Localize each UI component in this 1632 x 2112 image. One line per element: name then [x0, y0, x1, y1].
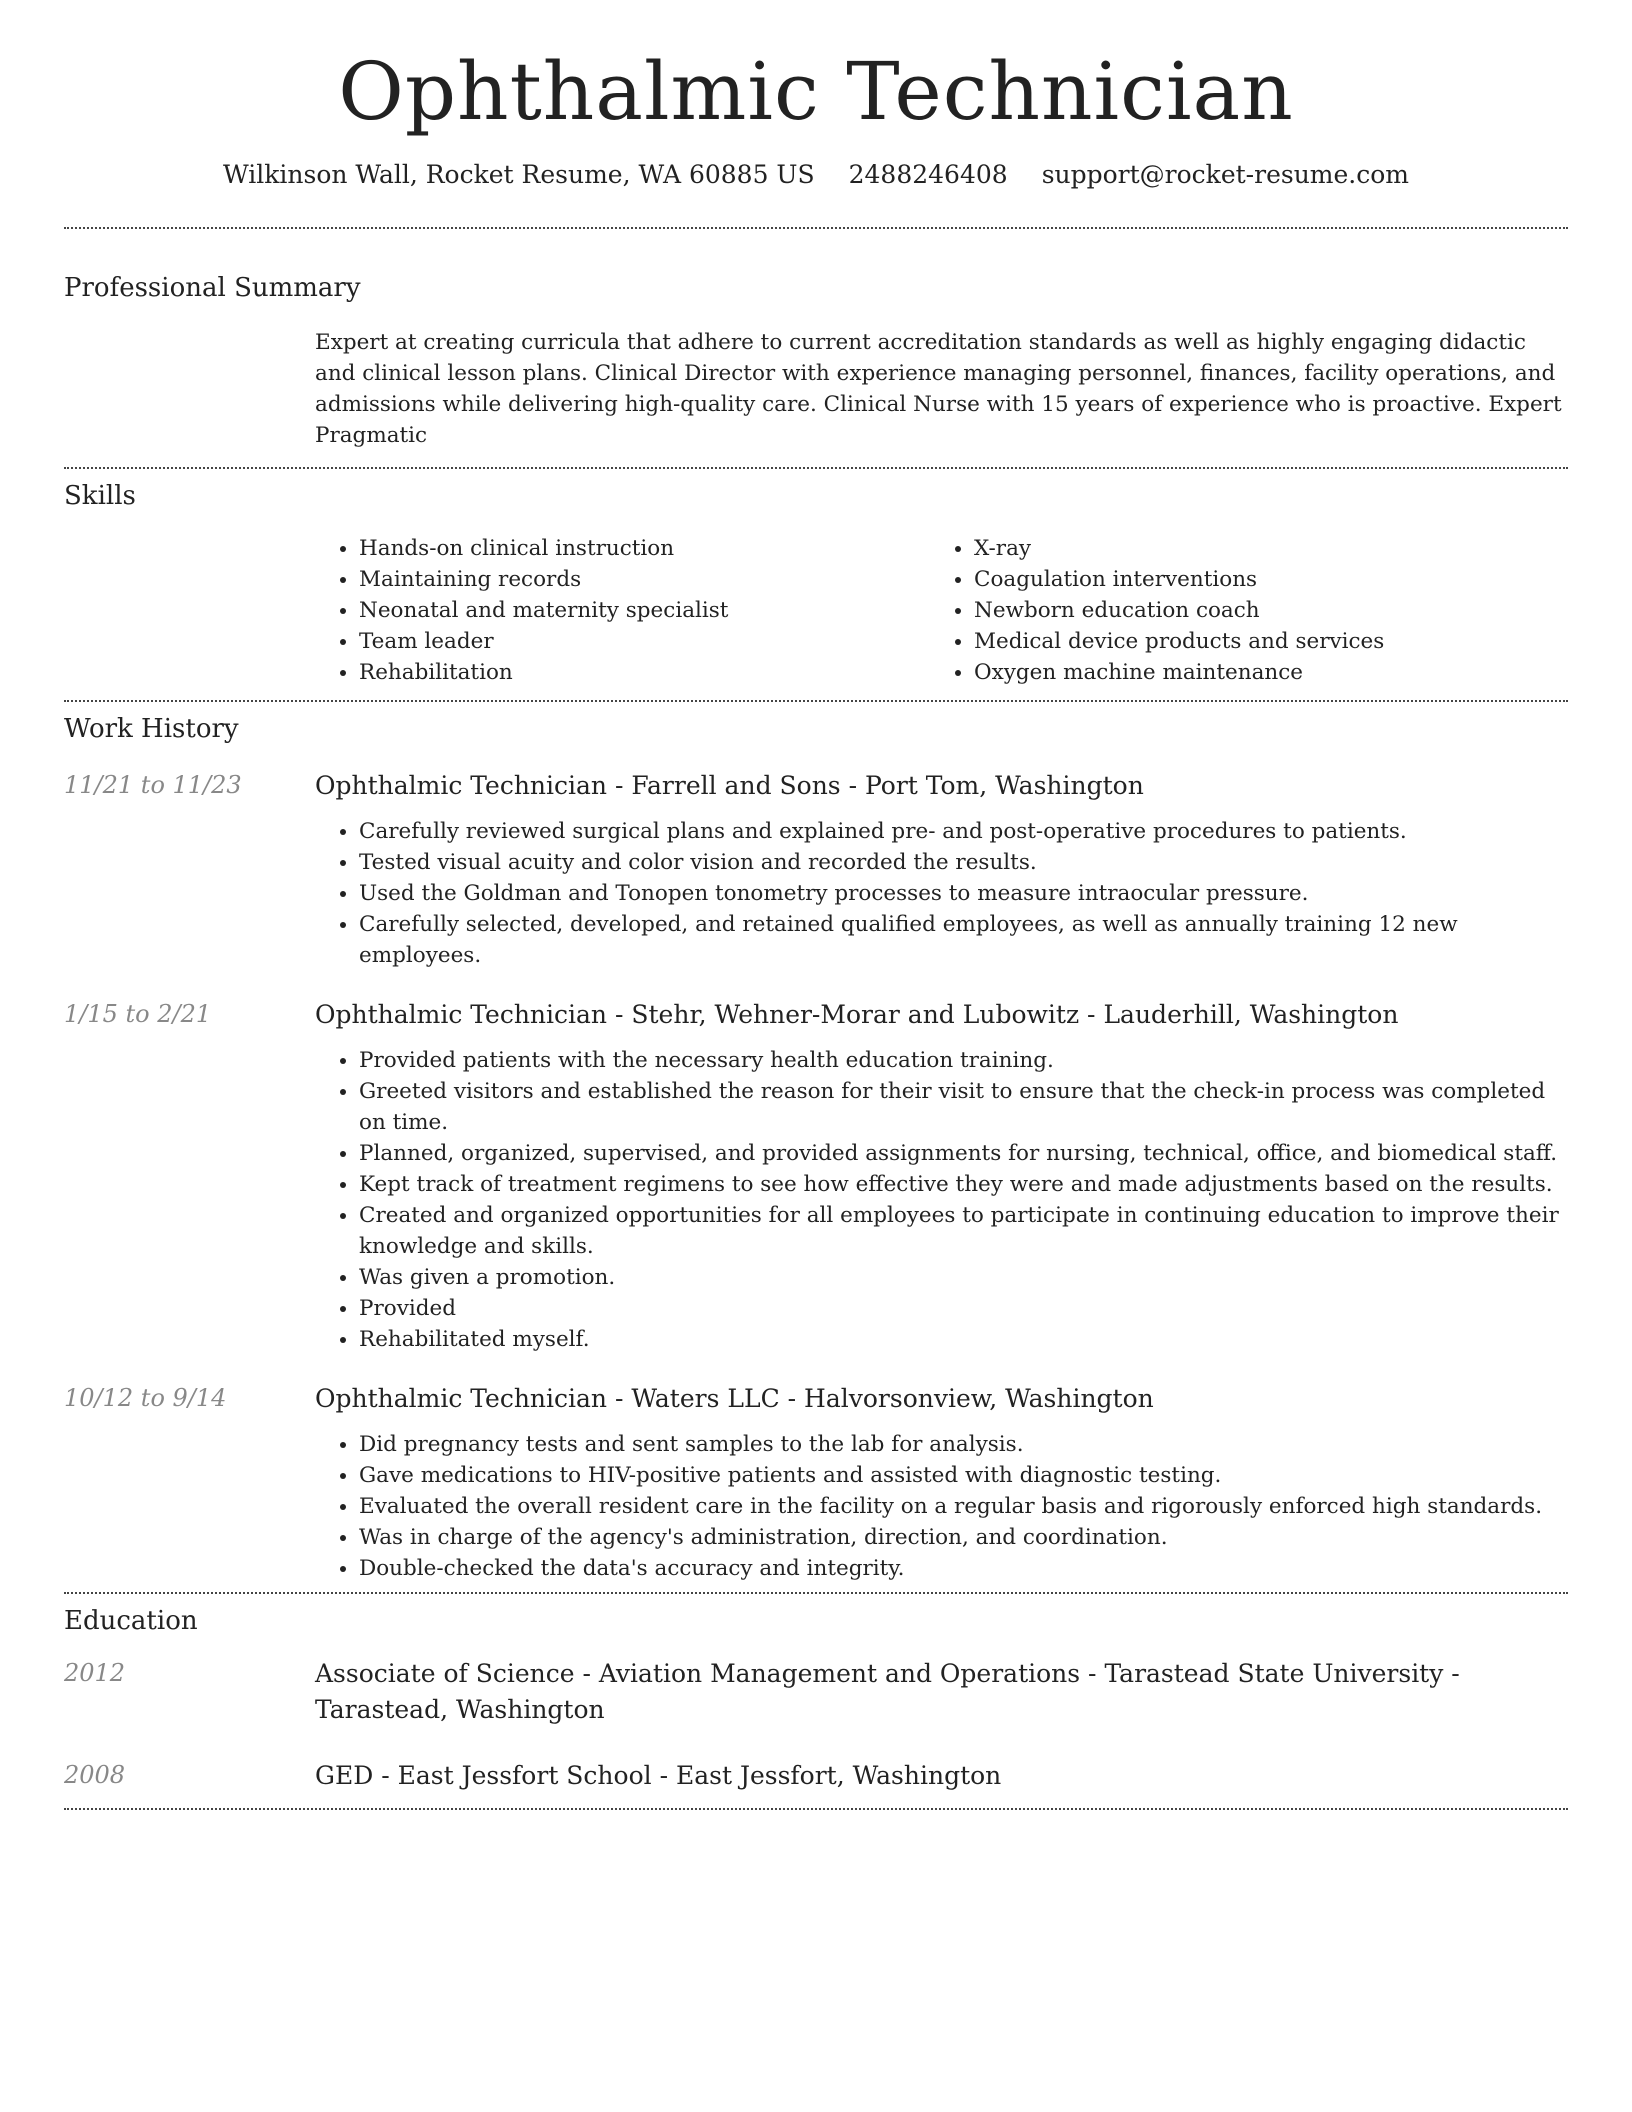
skill-item: • Neonatal and maternity specialist [359, 595, 930, 626]
skill-item: • X-ray [974, 533, 1545, 564]
summary-text: Expert at creating curricula that adhere to current accreditation standards as well as highly engaging didactic and clinical lesson plans. Clinical Director with experience managing personnel, finances, facility operations, and admissions while delivering high-quality care. Clinical Nurse with 15 years of experience who is proactive. Expert Pragmatic [315, 330, 1562, 448]
work-bullets [315, 1045, 1568, 1355]
work-heading: Ophthalmic Technician - Stehr, Wehner-Morar and Lubowitz - Lauderhill, Washington [315, 1000, 1399, 1029]
skill-item: • Hands-on clinical instruction [359, 533, 930, 564]
work-bullet: • Was given a promotion. [359, 1262, 1568, 1293]
summary-heading: Professional Summary [64, 273, 361, 303]
skill-item: • Rehabilitation [359, 657, 930, 688]
work-dates: 1/15 to 2/21 [64, 1000, 212, 1028]
work-dates: 10/12 to 9/14 [64, 1384, 227, 1412]
contact-email: support@rocket-resume.com [1041, 160, 1409, 189]
work-bullets [315, 816, 1568, 971]
education-year: 2008 [64, 1761, 126, 1789]
work-bullet: • Planned, organized, supervised, and provided assignments for nursing, technical, office, and biomedical staff. [359, 1138, 1568, 1169]
skills-column-left [315, 533, 930, 688]
skill-item: • Medical device products and services [974, 626, 1545, 657]
skill-item: • Maintaining records [359, 564, 930, 595]
work-dates: 11/21 to 11/23 [64, 771, 242, 799]
candidate-name: Ophthalmic Technician [338, 45, 1294, 138]
work-bullets [315, 1429, 1568, 1584]
work-heading: Ophthalmic Technician - Waters LLC - Halvorsonview, Washington [315, 1384, 1154, 1413]
skills-heading: Skills [64, 481, 136, 511]
divider [64, 1592, 1568, 1594]
work-bullet: • Kept track of treatment regimens to see how effective they were and made adjustments based on the results. [359, 1169, 1568, 1200]
divider [64, 227, 1568, 229]
work-bullet: • Provided patients with the necessary health education training. [359, 1045, 1568, 1076]
work-bullet: • Evaluated the overall resident care in the facility on a regular basis and rigorously enforced high standards. [359, 1491, 1568, 1522]
skills-list [315, 533, 1568, 688]
education-heading: Education [64, 1606, 198, 1636]
education-entry [64, 1758, 1568, 1794]
work-bullet: • Carefully reviewed surgical plans and explained pre- and post-operative procedures to patients. [359, 816, 1568, 847]
summary-body [315, 327, 1568, 451]
work-bullet: • Carefully selected, developed, and retained qualified employees, as well as annually training 12 new employees. [359, 909, 1568, 971]
skills-column-right [930, 533, 1545, 688]
education-heading-text: GED - East Jessfort School - East Jessfort, Washington [315, 1761, 1002, 1790]
work-bullet: • Greeted visitors and established the reason for their visit to ensure that the check-in process was completed on time. [359, 1076, 1568, 1138]
divider [64, 700, 1568, 702]
work-bullet: • Provided [359, 1293, 1568, 1324]
work-entry [64, 997, 1568, 1355]
work-bullet: • Rehabilitated myself. [359, 1324, 1568, 1355]
work-entry [64, 1381, 1568, 1584]
work-bullet: • Gave medications to HIV-positive patients and assisted with diagnostic testing. [359, 1460, 1568, 1491]
work-history-heading: Work History [64, 714, 239, 744]
work-bullet: • Double-checked the data's accuracy and integrity. [359, 1553, 1568, 1584]
divider [64, 1808, 1568, 1810]
work-bullet: • Used the Goldman and Tonopen tonometry processes to measure intraocular pressure. [359, 878, 1568, 909]
skill-item: • Team leader [359, 626, 930, 657]
skill-item: • Oxygen machine maintenance [974, 657, 1545, 688]
work-bullet: • Created and organized opportunities for all employees to participate in continuing education to improve their knowledge and skills. [359, 1200, 1568, 1262]
education-year: 2012 [64, 1659, 126, 1687]
work-bullet: • Did pregnancy tests and sent samples to the lab for analysis. [359, 1429, 1568, 1460]
skill-item: • Newborn education coach [974, 595, 1545, 626]
resume-header [64, 0, 1568, 189]
skill-item: • Coagulation interventions [974, 564, 1545, 595]
work-bullet: • Tested visual acuity and color vision and recorded the results. [359, 847, 1568, 878]
education-entry [64, 1656, 1568, 1728]
work-heading: Ophthalmic Technician - Farrell and Sons - Port Tom, Washington [315, 771, 1144, 800]
contact-line [64, 160, 1568, 189]
work-entry [64, 768, 1568, 971]
contact-address: Wilkinson Wall, Rocket Resume, WA 60885 US [223, 160, 815, 189]
contact-phone: 2488246408 [848, 160, 1008, 189]
divider [64, 467, 1568, 469]
education-heading-text: Associate of Science - Aviation Management and Operations - Tarastead State University - Tarastead, Washington [315, 1659, 1460, 1724]
work-bullet: • Was in charge of the agency's administration, direction, and coordination. [359, 1522, 1568, 1553]
